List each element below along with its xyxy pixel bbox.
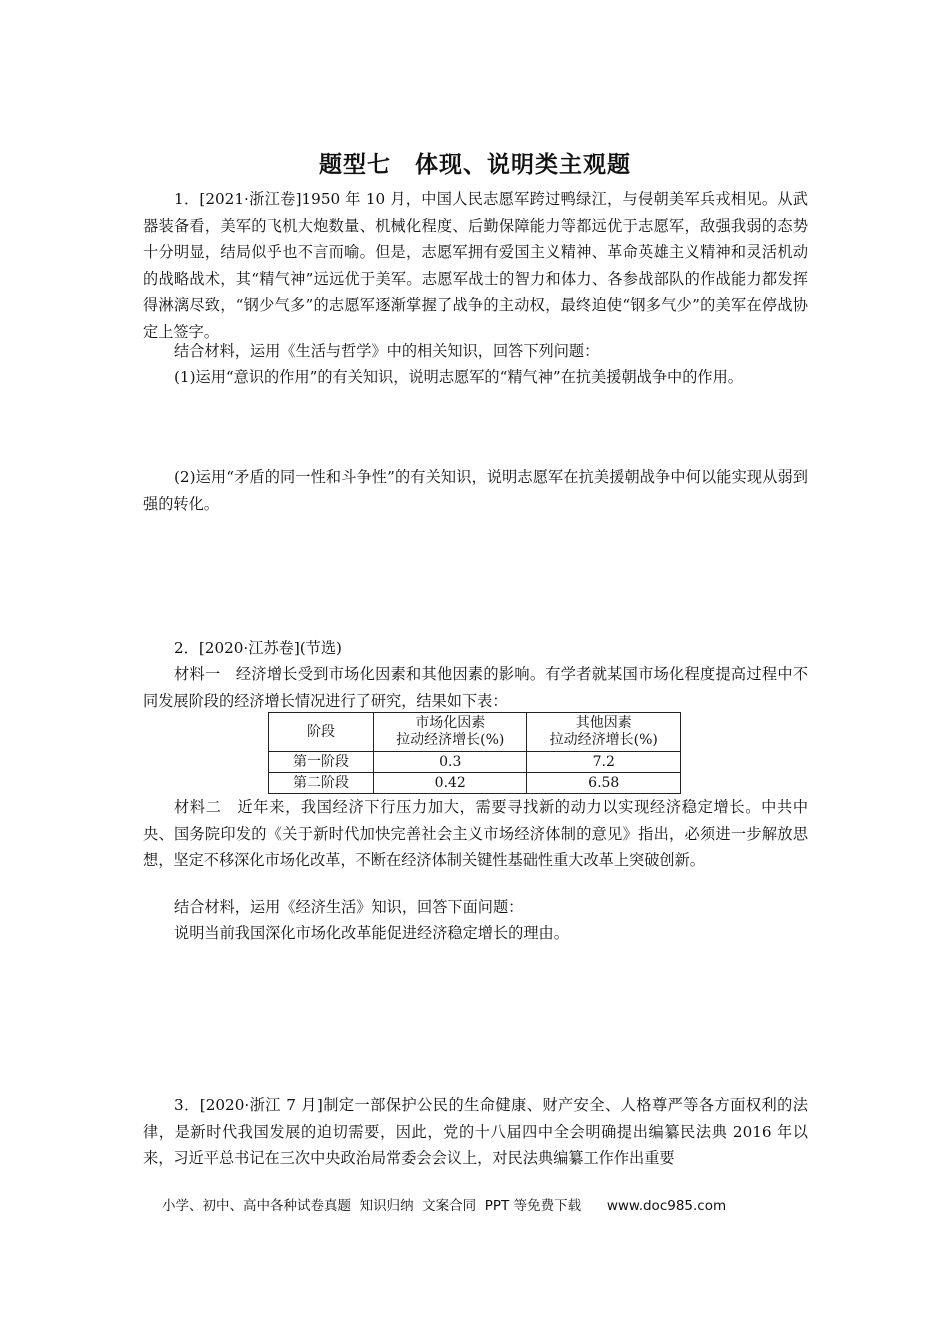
question-2-instruction: 结合材料，运用《经济生活》知识，回答下面问题： [174,898,524,916]
table-row [269,752,681,773]
table-row [269,773,681,794]
table-cell: 第二阶段 [269,773,374,794]
table-header-row [269,713,681,752]
table-cell: 6.58 [527,773,681,794]
table-cell: 0.3 [374,752,527,773]
question-2-question: 说明当前我国深化市场化改革能促进经济稳定增长的理由。 [174,924,569,942]
table-header-cell: 市场化因素 拉动经济增长(%) [374,713,527,752]
table-header-cell: 其他因素 拉动经济增长(%) [527,713,681,752]
growth-table [268,712,681,794]
table-header-cell: 阶段 [269,713,374,752]
question-3-text: 3．[2020·浙江 7 月]制定一部保护公民的生命健康、财产安全、人格尊严等各方面权利的法律，是新时代我国发展的迫切需要，因此，党的十八届四中全会明确提出编纂民法典 2016 年以来，习近平总书记在三次中央政治局常委会会议上，对民法典编纂工作作出重要 [143,1096,808,1167]
question-1-text: 1．[2021·浙江卷]1950 年 10 月，中国人民志愿军跨过鸭绿江，与侵朝美军兵戎相见。从武器装备看，美军的飞机大炮数量、机械化程度、后勤保障能力等都远优于志愿军，敌强我弱的态势十分明显，结局似乎也不言而喻。但是，志愿军拥有爱国主义精神、革命英雄主义精神和灵活机动的战略战术，其“精气神”远远优于美军。志愿军战士的智力和体力、各参战部队的作战能力都发挥得淋漓尽致，“钢少气多”的志愿军逐渐掌握了战争的主动权，最终迫使“钢多气少”的美军在停战协定上签字。 [143,190,808,341]
question-1-sub-2: (2)运用“矛盾的同一性和斗争性”的有关知识，说明志愿军在抗美援朝战争中何以能实现从弱到强的转化。 [143,468,808,513]
page-footer: 小学、初中、高中各种试卷真题 知识归纳 文案合同 PPT 等免费下载 www.doc985.com [162,1198,727,1214]
question-2-material-2: 材料二 近年来，我国经济下行压力加大，需要寻找新的动力以实现经济稳定增长。中共中央、国务院印发的《关于新时代加快完善社会主义市场经济体制的意见》指出，必须进一步解放思想，坚定不移深化市场化改革，不断在经济体制关键性基础性重大改革上突破创新。 [143,798,808,869]
question-2-material-1: 材料一 经济增长受到市场化因素和其他因素的影响。有学者就某国市场化程度提高过程中不同发展阶段的经济增长情况进行了研究，结果如下表： [143,665,808,710]
table-cell: 第一阶段 [269,752,374,773]
question-1-sub-1: (1)运用“意识的作用”的有关知识，说明志愿军的“精气神”在抗美援朝战争中的作用。 [174,368,743,386]
question-1-instruction: 结合材料，运用《生活与哲学》中的相关知识，回答下列问题： [174,342,600,360]
question-2-header: 2．[2020·江苏卷](节选) [174,639,342,657]
page-title: 题型七 体现、说明类主观题 [319,152,631,178]
table-cell: 7.2 [527,752,681,773]
table-cell: 0.42 [374,773,527,794]
